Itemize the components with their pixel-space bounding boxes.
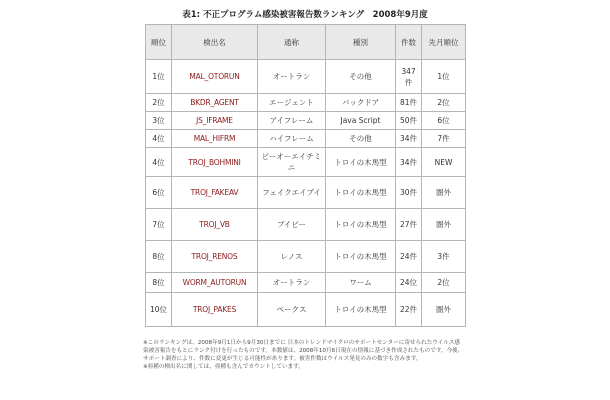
alias-cell: ハイフレーム [258, 130, 326, 148]
type-cell: トロイの木馬型 [326, 209, 396, 241]
table-row [146, 94, 466, 112]
header-prev-rank: 先月順位 [422, 25, 466, 60]
detection-name-cell: MAL_HIFRM [172, 130, 258, 148]
prev-rank-cell: 圏外 [422, 209, 466, 241]
type-cell: トロイの木馬型 [326, 293, 396, 327]
detection-name-cell: TROJ_BOHMINI [172, 148, 258, 177]
alias-cell: レノス [258, 241, 326, 273]
detection-name-cell: TROJ_PAKES [172, 293, 258, 327]
detection-name-cell: WORM_AUTORUN [172, 273, 258, 293]
prev-rank-cell: NEW [422, 148, 466, 177]
count-cell: 22件 [396, 293, 422, 327]
prev-rank-cell: 1位 [422, 60, 466, 94]
type-cell: その他 [326, 130, 396, 148]
count-cell: 50件 [396, 112, 422, 130]
header-alias: 通称 [258, 25, 326, 60]
alias-cell: エージェント [258, 94, 326, 112]
count-cell: 34件 [396, 130, 422, 148]
alias-cell: ビーオーエイチミニ [258, 148, 326, 177]
footnote-variants: ※亜種の検出名に関しては、亜種も含んでカウントしています。 [143, 364, 304, 370]
header-detection-name: 検出名 [172, 25, 258, 60]
alias-cell: オートラン [258, 273, 326, 293]
detection-name-cell: BKDR_AGENT [172, 94, 258, 112]
count-cell: 24位 [396, 273, 422, 293]
table-row [146, 209, 466, 241]
type-cell: Java Script [326, 112, 396, 130]
table-row [146, 148, 466, 177]
footnotes [143, 339, 465, 371]
count-cell: 34件 [396, 148, 422, 177]
count-cell: 347件 [396, 60, 422, 94]
alias-cell: アイフレーム [258, 112, 326, 130]
rank-cell: 8位 [146, 241, 172, 273]
prev-rank-cell: 3件 [422, 241, 466, 273]
prev-rank-cell: 2位 [422, 273, 466, 293]
type-cell: その他 [326, 60, 396, 94]
rank-cell: 1位 [146, 60, 172, 94]
detection-name-cell: TROJ_FAKEAV [172, 177, 258, 209]
detection-name-cell: MAL_OTORUN [172, 60, 258, 94]
count-cell: 30件 [396, 177, 422, 209]
alias-cell: ペークス [258, 293, 326, 327]
table-row [146, 293, 466, 327]
table-header-row [146, 25, 466, 60]
rank-cell: 10位 [146, 293, 172, 327]
footnote-ranking-basis: ※このランキングは、2008年9月1日から9月30日までに 日本のトレンドマイクロのサポートセンターに寄せられたウイルス感染被害報告をもとにランク付けを行ったものです。本数値は、2008年10月6日現在の情報に基づき作成されたものです。今後、サポート調査により、件数に変更が生じる可能性があります。被害件数はウイルス発見のみの数字も含みます。 [143, 340, 464, 362]
header-type: 種別 [326, 25, 396, 60]
prev-rank-cell: 圏外 [422, 293, 466, 327]
header-count: 件数 [396, 25, 422, 60]
type-cell: トロイの木馬型 [326, 241, 396, 273]
table-row [146, 60, 466, 94]
type-cell: バックドア [326, 94, 396, 112]
document [145, 8, 465, 371]
prev-rank-cell: 圏外 [422, 177, 466, 209]
rank-cell: 4位 [146, 130, 172, 148]
count-cell: 27件 [396, 209, 422, 241]
prev-rank-cell: 6位 [422, 112, 466, 130]
rank-cell: 7位 [146, 209, 172, 241]
table-row [146, 177, 466, 209]
table-row [146, 112, 466, 130]
count-cell: 24件 [396, 241, 422, 273]
header-rank: 順位 [146, 25, 172, 60]
type-cell: トロイの木馬型 [326, 177, 396, 209]
alias-cell: ブイビー [258, 209, 326, 241]
rank-cell: 4位 [146, 148, 172, 177]
prev-rank-cell: 7件 [422, 130, 466, 148]
alias-cell: フェイクエイブイ [258, 177, 326, 209]
detection-name-cell: JS_IFRAME [172, 112, 258, 130]
table-row [146, 130, 466, 148]
ranking-table [145, 24, 466, 327]
rank-cell: 8位 [146, 273, 172, 293]
count-cell: 81件 [396, 94, 422, 112]
rank-cell: 3位 [146, 112, 172, 130]
rank-cell: 6位 [146, 177, 172, 209]
rank-cell: 2位 [146, 94, 172, 112]
type-cell: ワーム [326, 273, 396, 293]
alias-cell: オートラン [258, 60, 326, 94]
table-row [146, 273, 466, 293]
prev-rank-cell: 2位 [422, 94, 466, 112]
detection-name-cell: TROJ_RENOS [172, 241, 258, 273]
type-cell: トロイの木馬型 [326, 148, 396, 177]
table-row [146, 241, 466, 273]
detection-name-cell: TROJ_VB [172, 209, 258, 241]
table-title: 表1: 不正プログラム感染被害報告数ランキング 2008年9月度 [182, 10, 428, 20]
